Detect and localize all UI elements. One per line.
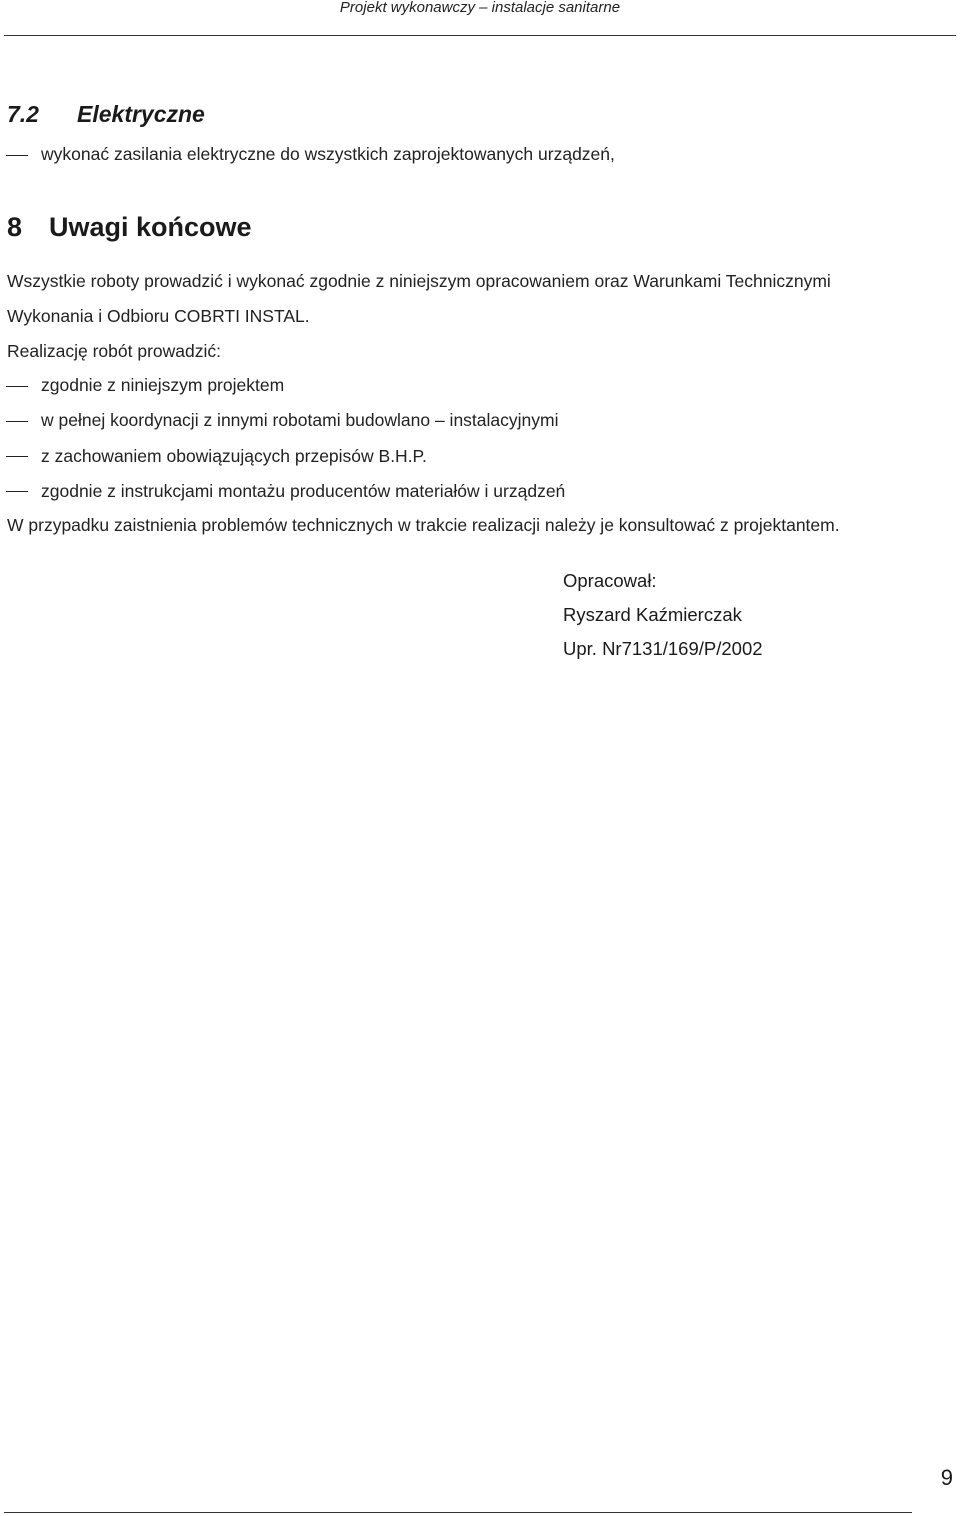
bullet-dash — [6, 456, 28, 457]
paragraph-line: Wykonania i Odbioru COBRTI INSTAL. — [7, 306, 310, 326]
list-item: w pełnej koordynacji z innymi robotami budowlano – instalacyjnymi — [41, 410, 559, 430]
bullet-dash — [6, 386, 28, 387]
list-item: zgodnie z instrukcjami montażu producentów materiałów i urządzeń — [41, 481, 566, 501]
section-8-heading — [7, 212, 252, 242]
list-intro: Realizację robót prowadzić: — [7, 341, 221, 361]
list-item: wykonać zasilania elektryczne do wszystkich zaprojektowanych urządzeń, — [41, 144, 615, 164]
signature-name: Ryszard Kaźmierczak — [563, 604, 742, 625]
footer-divider — [4, 1512, 912, 1513]
signature-license: Upr. Nr7131/169/P/2002 — [563, 638, 763, 659]
page-number: 9 — [940, 1465, 953, 1490]
bullet-dash — [6, 421, 28, 422]
bullet-dash — [6, 155, 28, 156]
closing-paragraph: W przypadku zaistnienia problemów technicznych w trakcie realizacji należy je konsultować z projektantem. — [7, 515, 840, 535]
section-7-2-number: 7.2 — [7, 101, 39, 127]
signature-label: Opracował: — [563, 570, 657, 591]
bullet-dash — [6, 491, 28, 492]
section-8-title: Uwagi końcowe — [49, 212, 252, 242]
section-7-2-heading — [7, 101, 205, 127]
paragraph-line: Wszystkie roboty prowadzić i wykonać zgodnie z niniejszym opracowaniem oraz Warunkami Technicznymi — [7, 271, 831, 291]
section-8-number: 8 — [7, 212, 23, 242]
list-item: zgodnie z niniejszym projektem — [41, 375, 285, 395]
header-divider — [4, 35, 956, 36]
list-item: z zachowaniem obowiązujących przepisów B.H.P. — [41, 446, 427, 466]
section-7-2-title: Elektryczne — [77, 101, 205, 127]
running-header: Projekt wykonawczy – instalacje sanitarne — [339, 0, 621, 16]
